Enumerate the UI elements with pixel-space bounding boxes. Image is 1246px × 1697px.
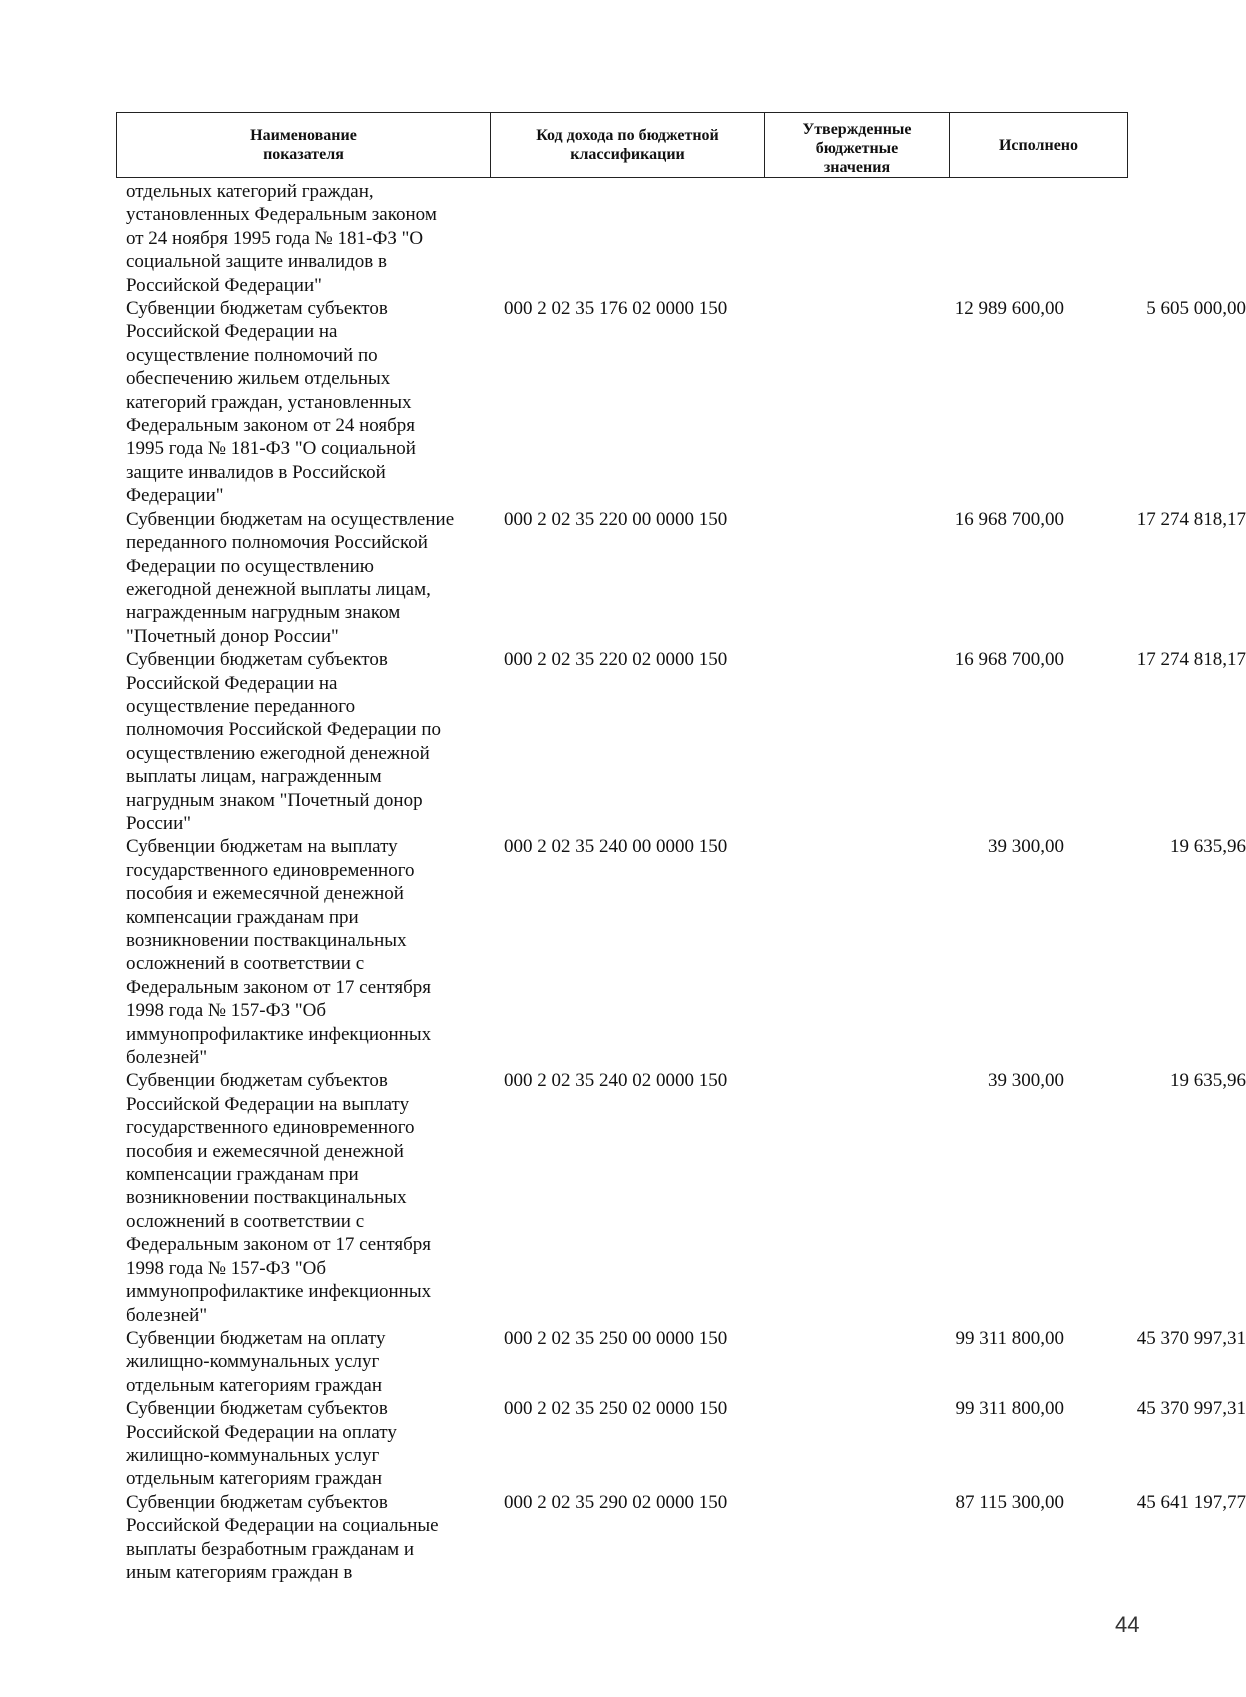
row-name: отдельных категорий граждан, установленных Федеральным законом от 24 ноября 1995 года № 181-ФЗ "О социальной защите инвалидов в Российской Федерации" [126, 181, 437, 296]
table-header [116, 112, 1128, 178]
row-code: 000 2 02 35 240 00 0000 150 [504, 836, 728, 858]
row-name: Субвенции бюджетам на осуществление переданного полномочия Российской Федерации по осуществлению ежегодной денежной выплаты лицам, награжденным нагрудным знаком "Почетный донор России" [126, 508, 455, 647]
row-name: Субвенции бюджетам субъектов Российской Федерации на оплату жилищно-коммунальных услуг отдельным категориям граждан [126, 1398, 397, 1490]
header-approved [764, 113, 949, 177]
row-done: 45 370 997,31 [1136, 1398, 1246, 1420]
row-done: 17 274 818,17 [1136, 649, 1246, 671]
row-name: Субвенции бюджетам на оплату жилищно-коммунальных услуг отдельным категориям граждан [126, 1327, 386, 1396]
header-done [949, 113, 1127, 177]
table-row [126, 1069, 1246, 1326]
table-row [126, 180, 1126, 297]
header-name [117, 113, 490, 177]
row-approved: 99 311 800,00 [955, 1327, 1064, 1349]
row-done: 5 605 000,00 [1146, 298, 1246, 320]
table-row [126, 1491, 1246, 1585]
row-done: 45 370 997,31 [1136, 1327, 1246, 1349]
header-done-label: Исполнено [998, 136, 1079, 154]
row-code: 000 2 02 35 220 00 0000 150 [504, 508, 728, 530]
row-name: Субвенции бюджетам субъектов Российской Федерации на осуществление полномочий по обеспечению жильем отдельных категорий граждан, установленных Федеральным законом от 24 ноября 1995 года № 181-ФЗ "О социальной защите инвалидов в Российской Федерации" [126, 298, 416, 507]
row-approved: 99 311 800,00 [955, 1398, 1064, 1420]
row-approved: 39 300,00 [988, 1070, 1064, 1092]
row-done: 45 641 197,77 [1136, 1491, 1246, 1513]
row-approved: 87 115 300,00 [955, 1491, 1064, 1513]
table-row [126, 1397, 1246, 1491]
row-approved: 16 968 700,00 [954, 508, 1064, 530]
table-row [126, 1327, 1246, 1397]
table-row [126, 648, 1246, 835]
header-code [490, 113, 764, 177]
row-approved: 12 989 600,00 [954, 298, 1064, 320]
row-code: 000 2 02 35 250 02 0000 150 [504, 1398, 728, 1420]
row-code: 000 2 02 35 240 02 0000 150 [504, 1070, 728, 1092]
page-number: 44 [1115, 1612, 1140, 1637]
row-done: 19 635,96 [1170, 1070, 1246, 1092]
row-done: 17 274 818,17 [1136, 508, 1246, 530]
table-row [126, 297, 1246, 508]
header-approved-label: Утвержденные бюджетные значения [802, 120, 912, 176]
header-code-label: Код дохода по бюджетной классификации [536, 127, 719, 163]
table-row [126, 835, 1246, 1069]
row-approved: 39 300,00 [988, 836, 1064, 858]
table-body [126, 180, 1246, 1584]
row-name: Субвенции бюджетам субъектов Российской Федерации на осуществление переданного полномочия Российской Федерации по осуществлению ежегодной денежной выплаты лицам, награжденным нагрудным знаком "Почетный донор России" [126, 649, 441, 834]
row-code: 000 2 02 35 220 02 0000 150 [504, 649, 728, 671]
row-done: 19 635,96 [1170, 836, 1246, 858]
row-name: Субвенции бюджетам на выплату государственного единовременного пособия и ежемесячной денежной компенсации гражданам при возникновении поствакцинальных осложнений в соответствии с Федеральным законом от 17 сентября 1998 года № 157-ФЗ "Об иммунопрофилактике инфекционных болезней" [126, 836, 432, 1069]
row-code: 000 2 02 35 250 00 0000 150 [504, 1327, 728, 1349]
row-name: Субвенции бюджетам субъектов Российской Федерации на выплату государственного единовременного пособия и ежемесячной денежной компенсации гражданам при возникновении поствакцинальных осложнений в соответствии с Федеральным законом от 17 сентября 1998 года № 157-ФЗ "Об иммунопрофилактике инфекционных болезней" [126, 1070, 432, 1326]
row-name: Субвенции бюджетам субъектов Российской Федерации на социальные выплаты безработным гражданам и иным категориям граждан в [126, 1491, 439, 1583]
header-name-label: Наименование показателя [250, 127, 357, 163]
table-row [126, 508, 1246, 648]
row-approved: 16 968 700,00 [954, 649, 1064, 671]
row-code: 000 2 02 35 290 02 0000 150 [504, 1491, 728, 1513]
row-code: 000 2 02 35 176 02 0000 150 [504, 298, 728, 320]
